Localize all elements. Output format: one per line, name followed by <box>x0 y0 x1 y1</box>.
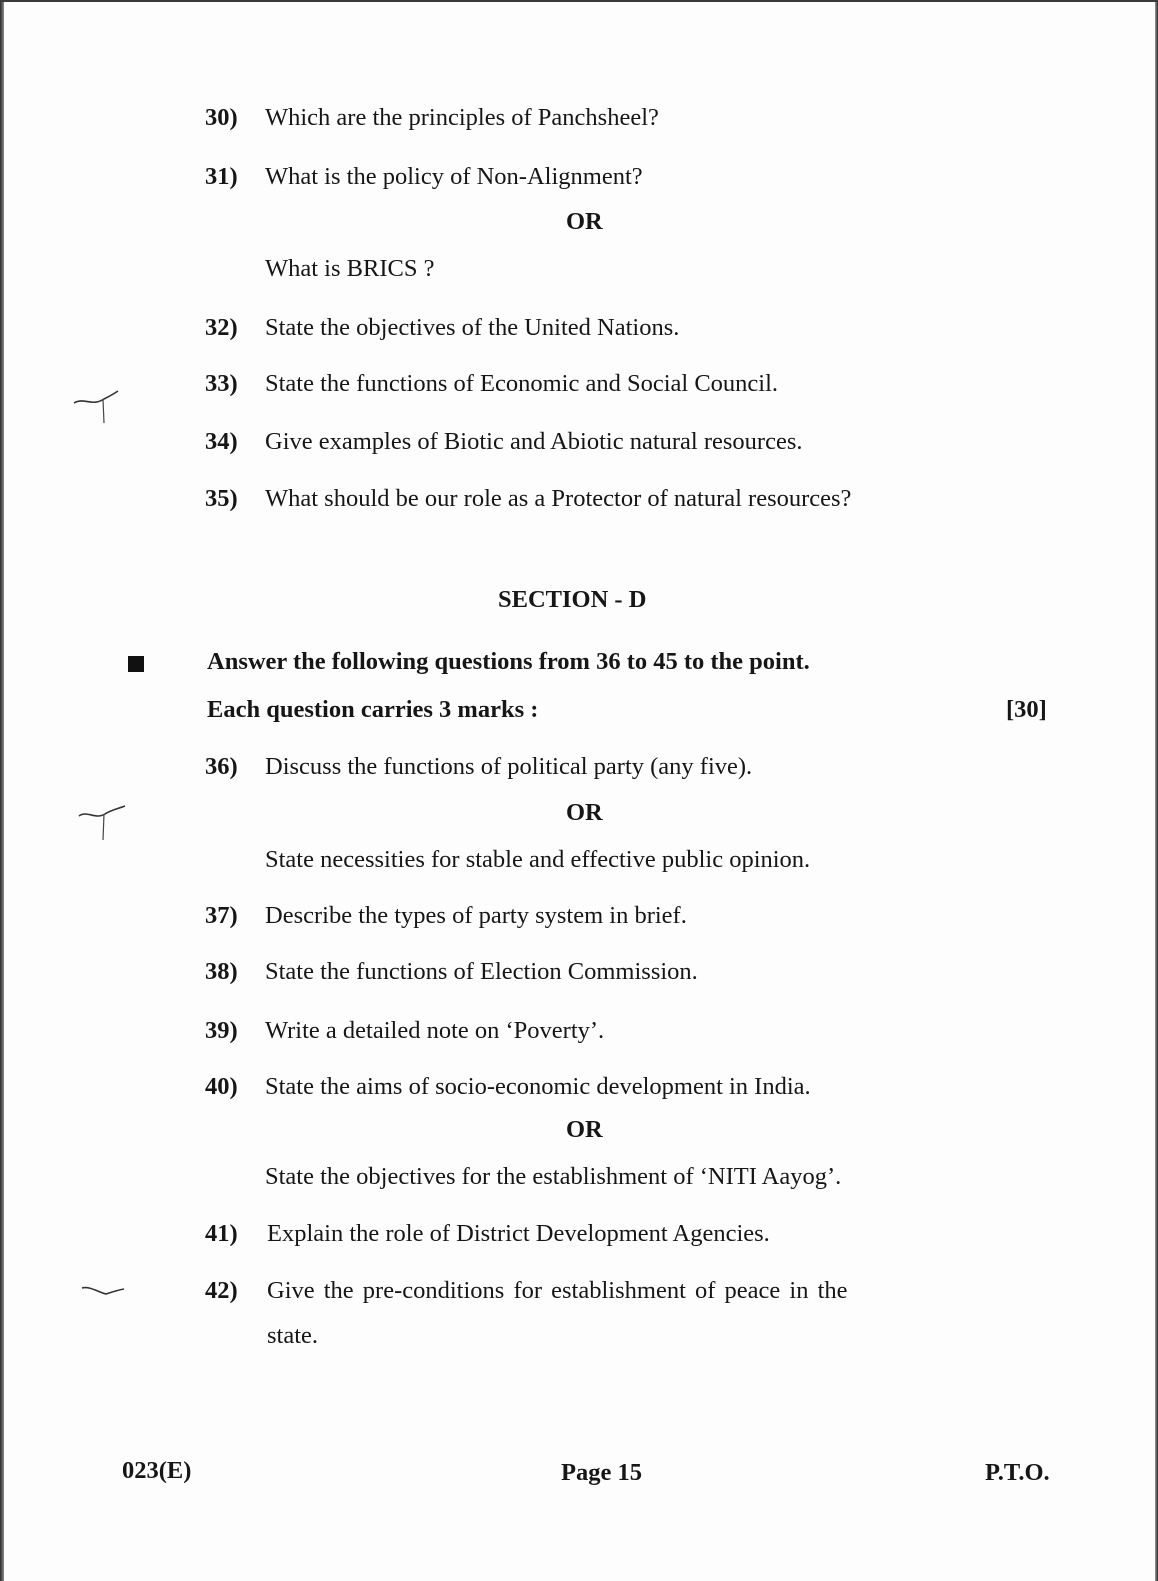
question-text-35: What should be our role as a Protector of natural resources? <box>265 485 852 512</box>
question-text-30: Which are the principles of Panchsheel? <box>265 104 659 131</box>
question-number-36: 36) <box>205 753 238 780</box>
square-bullet-icon <box>128 656 144 672</box>
question-number-37: 37) <box>205 902 238 929</box>
question-text-41: Explain the role of District Development Agencies. <box>267 1220 770 1247</box>
question-number-32: 32) <box>205 314 238 341</box>
question-text-36-alt: State necessities for stable and effective public opinion. <box>265 846 811 873</box>
or-label: OR <box>566 208 603 235</box>
question-number-35: 35) <box>205 485 238 512</box>
margin-pen-mark <box>80 1280 130 1310</box>
question-number-42: 42) <box>205 1277 238 1304</box>
question-number-40: 40) <box>205 1073 238 1100</box>
section-heading: SECTION - D <box>498 586 647 613</box>
question-text-40-alt: State the objectives for the establishment of ‘NITI Aayog’. <box>265 1163 842 1190</box>
question-text-42: Give the pre-conditions for establishment of peace in the <box>267 1277 848 1304</box>
margin-pen-mark <box>75 800 135 845</box>
question-number-38: 38) <box>205 958 238 985</box>
question-text-34: Give examples of Biotic and Abiotic natural resources. <box>265 428 803 455</box>
question-text-33: State the functions of Economic and Social Council. <box>265 370 779 397</box>
scan-edge-left <box>0 0 4 1581</box>
question-number-41: 41) <box>205 1220 238 1247</box>
question-number-30: 30) <box>205 104 238 131</box>
question-text-39: Write a detailed note on ‘Poverty’. <box>265 1017 605 1044</box>
pto-label: P.T.O. <box>985 1459 1050 1486</box>
section-instruction-line1: Answer the following questions from 36 to 45 to the point. <box>207 648 810 675</box>
question-text-31: What is the policy of Non-Alignment? <box>265 163 643 190</box>
page-number: Page 15 <box>561 1459 642 1486</box>
scan-edge-top <box>0 0 1158 2</box>
question-text-32: State the objectives of the United Nations. <box>265 314 680 341</box>
question-number-31: 31) <box>205 163 238 190</box>
question-number-34: 34) <box>205 428 238 455</box>
question-text-42-continued: state. <box>267 1322 319 1349</box>
question-text-40: State the aims of socio-economic development in India. <box>265 1073 811 1100</box>
question-text-37: Describe the types of party system in brief. <box>265 902 687 929</box>
question-text-31-alt: What is BRICS ? <box>265 255 435 282</box>
margin-pen-mark <box>70 385 130 430</box>
section-marks: [30] <box>1006 696 1047 723</box>
question-number-39: 39) <box>205 1017 238 1044</box>
or-label: OR <box>566 1116 603 1143</box>
or-label: OR <box>566 799 603 826</box>
section-instruction-line2: Each question carries 3 marks : <box>207 696 539 723</box>
question-number-33: 33) <box>205 370 238 397</box>
paper-code: 023(E) <box>122 1457 192 1484</box>
question-text-38: State the functions of Election Commission. <box>265 958 698 985</box>
question-text-36: Discuss the functions of political party (any five). <box>265 753 753 780</box>
